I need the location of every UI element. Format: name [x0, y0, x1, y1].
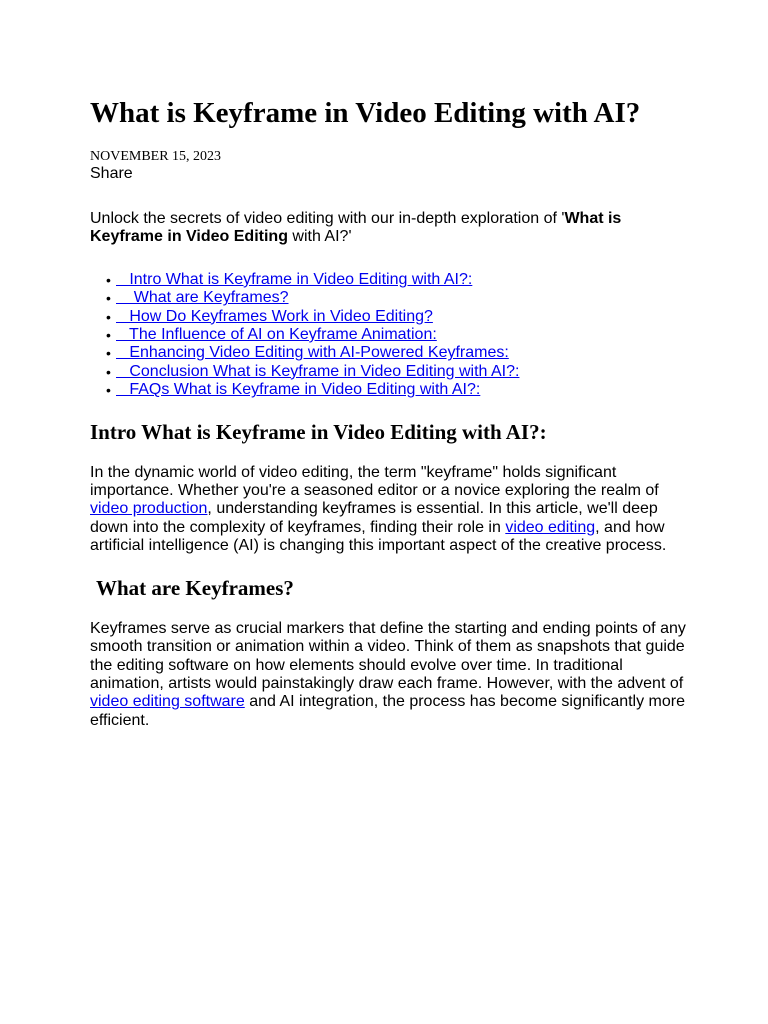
toc-item	[106, 344, 690, 362]
bullet-icon: •	[106, 271, 111, 288]
bullet-icon: •	[106, 345, 111, 362]
section-heading-what-are-keyframes: What are Keyframes?	[96, 575, 294, 600]
toc-link-enhancing-video-editing[interactable]: Enhancing Video Editing with AI-Powered Keyframes:	[116, 344, 509, 362]
toc-link-conclusion[interactable]: Conclusion What is Keyframe in Video Editing with AI?:	[116, 362, 520, 380]
toc-link-influence-of-ai[interactable]: The Influence of AI on Keyframe Animation:	[116, 326, 437, 344]
section-paragraph-intro	[90, 464, 690, 556]
intro-text-bold: What is Keyframe in Video Editing	[90, 210, 622, 246]
video-editing-software-link[interactable]: video editing software	[90, 693, 245, 711]
article-content	[90, 96, 690, 730]
paragraph-text: and AI integration, the process has become significantly more efficient.	[90, 693, 686, 729]
toc-item	[106, 307, 690, 326]
intro-paragraph	[90, 210, 690, 247]
bullet-icon: •	[106, 382, 111, 399]
bullet-icon: •	[106, 290, 111, 307]
toc-item	[106, 289, 690, 307]
paragraph-text: In the dynamic world of video editing, the term "keyframe" holds significant importance. Whether you're a seasoned editor or a novice exploring the realm of	[90, 463, 659, 500]
paragraph-text: , understanding keyframes is essential. In this article, we'll deep down into the complexity of keyframes, finding their role in	[90, 500, 658, 536]
section-paragraph-keyframes	[90, 620, 690, 730]
bullet-icon: •	[106, 308, 111, 325]
video-editing-link[interactable]: video editing	[505, 518, 596, 536]
paragraph-text: , and how artificial intelligence (AI) is changing this important aspect of the creative process.	[90, 518, 667, 555]
toc-item	[106, 381, 690, 399]
toc-link-intro[interactable]: Intro What is Keyframe in Video Editing with AI?:	[116, 270, 473, 288]
bullet-icon: •	[106, 327, 111, 344]
toc-link-what-are-keyframes[interactable]: What are Keyframes?	[116, 289, 289, 307]
toc-item	[106, 270, 690, 289]
toc-link-how-keyframes-work[interactable]: How Do Keyframes Work in Video Editing?	[116, 307, 433, 325]
article-date: NOVEMBER 15, 2023	[90, 149, 222, 164]
paragraph-text: Keyframes serve as crucial markers that define the starting and ending points of any smooth transition or animation within a video. Think of them as snapshots that guide the editing software on how elements should evolve over time. In traditional animation, artists would painstakingly draw each frame. However, with the advent of	[90, 619, 686, 692]
video-production-link[interactable]: video production	[90, 500, 208, 518]
share-label[interactable]: Share	[90, 165, 133, 182]
article-title: What is Keyframe in Video Editing with AI?	[90, 97, 641, 129]
table-of-contents	[90, 271, 690, 400]
toc-link-faqs[interactable]: FAQs What is Keyframe in Video Editing with AI?:	[116, 381, 481, 399]
section-heading-intro: Intro What is Keyframe in Video Editing with AI?:	[90, 419, 547, 444]
toc-item	[106, 362, 690, 381]
intro-text-before: Unlock the secrets of video editing with our in-depth exploration of '	[90, 210, 565, 227]
bullet-icon: •	[106, 363, 111, 380]
toc-item	[106, 326, 690, 344]
intro-text-after: with AI?'	[287, 228, 352, 246]
